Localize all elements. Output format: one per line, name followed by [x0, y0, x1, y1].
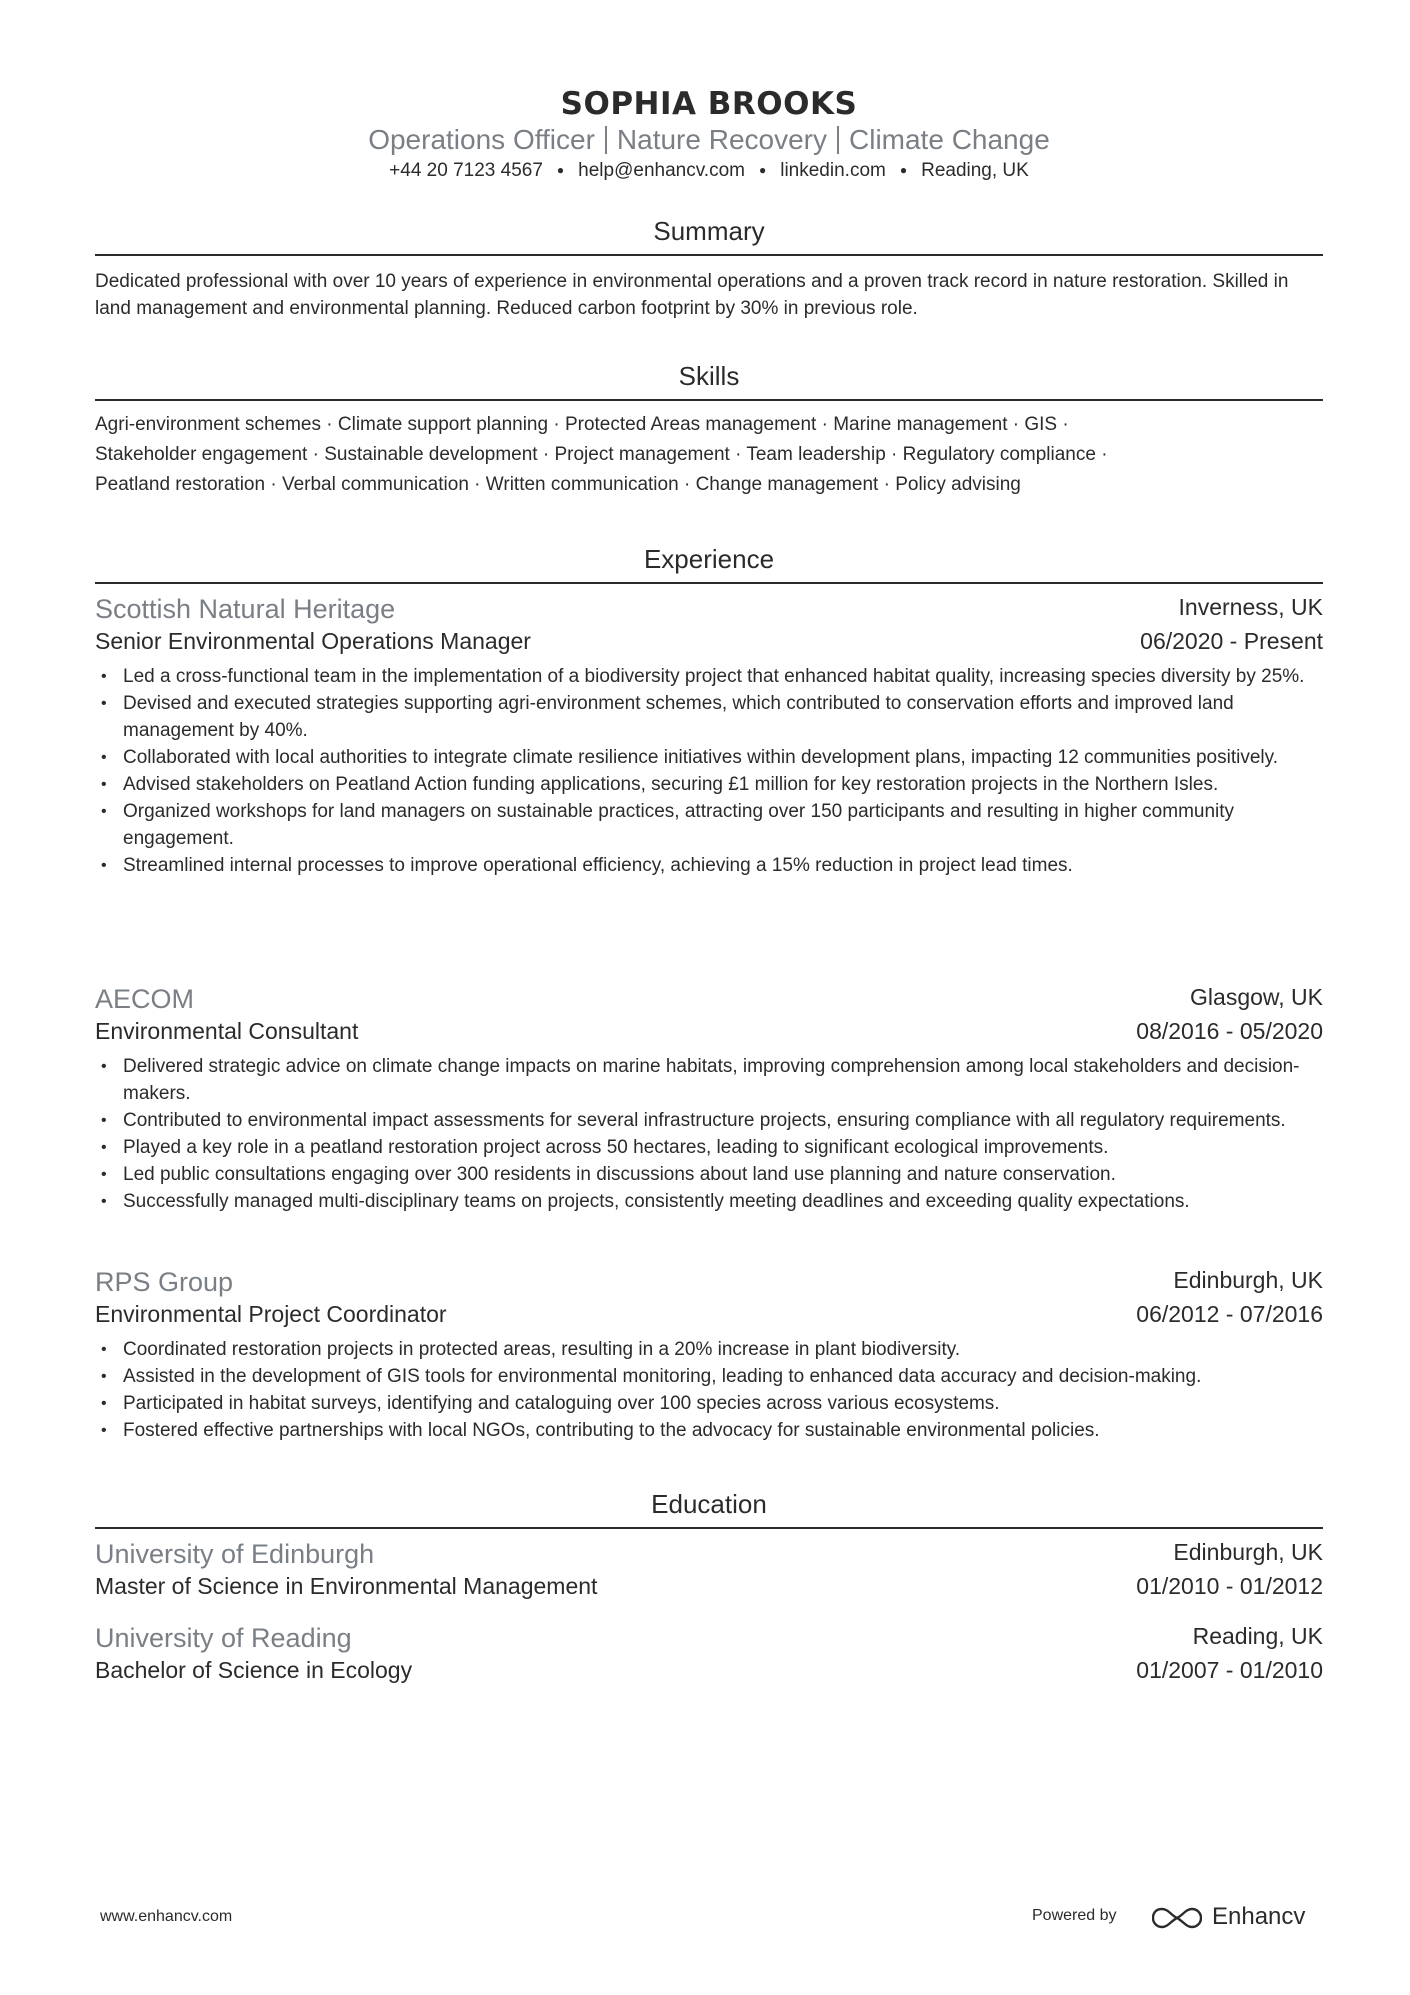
- achievement-item: • Led public consultations engaging over 300 residents in discussions about land use planning and nature conservation.: [123, 1161, 1323, 1188]
- phone: +44 20 7123 4567: [389, 160, 543, 181]
- skill-item: Regulatory compliance: [902, 444, 1096, 465]
- bullet-separator: ●: [556, 163, 565, 177]
- achievement-item: • Streamlined internal processes to improve operational efficiency, achieving a 15% reduction in project lead times.: [123, 852, 1323, 879]
- bullet-separator: ●: [899, 163, 908, 177]
- skill-item: GIS: [1024, 414, 1058, 435]
- job-title: Senior Environmental Operations Manager: [95, 628, 531, 654]
- skill-item: Policy advising: [895, 474, 1021, 495]
- school-location: Reading, UK: [1192, 1623, 1323, 1649]
- achievement-item: • Coordinated restoration projects in protected areas, resulting in a 20% increase in plant biodiversity.: [123, 1336, 1323, 1363]
- headline: [95, 124, 1323, 156]
- location: Reading, UK: [921, 160, 1029, 181]
- skills-heading: Skills: [678, 361, 740, 391]
- job-location: Glasgow, UK: [1190, 984, 1323, 1010]
- skill-item: Written communication: [485, 474, 679, 495]
- skill-item: Sustainable development: [324, 444, 538, 465]
- skill-item: Team leadership: [746, 444, 886, 465]
- achievement-item: • Advised stakeholders on Peatland Action funding applications, securing £1 million for key restoration projects in the Northern Isles.: [123, 771, 1323, 798]
- achievement-list: [95, 663, 1323, 879]
- achievement-item: • Devised and executed strategies supporting agri-environment schemes, which contributed to conservation efforts and improved land management by 40%.: [123, 690, 1323, 744]
- job-title: Environmental Project Coordinator: [95, 1301, 447, 1327]
- education-dates: 01/2007 - 01/2010: [1136, 1657, 1323, 1683]
- skills-line: Peatland restoration · Verbal communication · Written communication · Change management · Policy advising: [95, 474, 1021, 495]
- headline-divider: [837, 126, 839, 154]
- achievement-item: • Fostered effective partnerships with local NGOs, contributing to the advocacy for sustainable environmental policies.: [123, 1417, 1323, 1444]
- summary-text: Dedicated professional with over 10 years of experience in environmental operations and a proven track record in nature restoration. Skilled in land management and environmental planning. Reduced carbon footprint by 30% in previous role.: [95, 271, 1289, 319]
- achievement-list: [95, 1053, 1323, 1215]
- school-name: University of Reading: [95, 1623, 352, 1653]
- skills-line: Agri-environment schemes · Climate support planning · Protected Areas management · Marine management · GIS ·: [95, 414, 1069, 435]
- linkedin-link[interactable]: linkedin.com: [780, 160, 886, 181]
- job-title: Environmental Consultant: [95, 1018, 359, 1044]
- footer-website-link[interactable]: www.enhancv.com: [100, 1908, 233, 1925]
- section-divider: [95, 1527, 1323, 1529]
- school-location: Edinburgh, UK: [1173, 1539, 1323, 1565]
- powered-by-label: Powered by: [1032, 1907, 1117, 1924]
- achievement-item: • Assisted in the development of GIS tools for environmental monitoring, leading to enhanced data accuracy and decision-making.: [123, 1363, 1323, 1390]
- skill-item: Marine management: [833, 414, 1008, 435]
- degree: Master of Science in Environmental Management: [95, 1573, 598, 1599]
- skills-line: Stakeholder engagement · Sustainable development · Project management · Team leadership · Regulatory compliance ·: [95, 444, 1108, 465]
- section-divider: [95, 254, 1323, 256]
- skill-item: Climate support planning: [337, 414, 549, 435]
- contact-line: [95, 160, 1323, 182]
- bullet-separator: ●: [758, 163, 767, 177]
- company-name: Scottish Natural Heritage: [95, 594, 396, 624]
- candidate-name: SOPHIA BROOKS: [560, 86, 858, 122]
- email-link[interactable]: help@enhancv.com: [578, 160, 745, 181]
- skill-item: Verbal communication: [281, 474, 469, 495]
- enhancv-brand-name: Enhancv: [1212, 1903, 1306, 1930]
- headline-item: Nature Recovery: [616, 124, 827, 155]
- headline-item: Operations Officer: [368, 124, 595, 155]
- degree: Bachelor of Science in Ecology: [95, 1657, 413, 1683]
- achievement-item: • Organized workshops for land managers on sustainable practices, attracting over 150 participants and resulting in higher community engagement.: [123, 798, 1323, 852]
- school-name: University of Edinburgh: [95, 1539, 375, 1569]
- achievement-list: [95, 1336, 1323, 1444]
- job-location: Edinburgh, UK: [1173, 1267, 1323, 1293]
- skill-item: Change management: [695, 474, 879, 495]
- skill-item: Stakeholder engagement: [95, 444, 308, 465]
- company-name: RPS Group: [95, 1267, 234, 1297]
- skill-item: Agri-environment schemes: [95, 414, 321, 435]
- education-dates: 01/2010 - 01/2012: [1136, 1573, 1323, 1599]
- job-dates: 06/2012 - 07/2016: [1136, 1301, 1323, 1327]
- headline-item: Climate Change: [849, 124, 1050, 155]
- achievement-item: • Played a key role in a peatland restoration project across 50 hectares, leading to significant ecological improvements.: [123, 1134, 1323, 1161]
- section-divider: [95, 582, 1323, 584]
- achievement-item: • Participated in habitat surveys, identifying and cataloguing over 100 species across various ecosystems.: [123, 1390, 1323, 1417]
- experience-heading: Experience: [643, 544, 775, 574]
- company-name: AECOM: [95, 984, 195, 1014]
- job-dates: 08/2016 - 05/2020: [1136, 1018, 1323, 1044]
- education-heading: Education: [651, 1489, 767, 1519]
- achievement-item: • Successfully managed multi-disciplinary teams on projects, consistently meeting deadlines and exceeding quality expectations.: [123, 1188, 1323, 1215]
- achievement-item: • Led a cross-functional team in the implementation of a biodiversity project that enhanced habitat quality, increasing species diversity by 25%.: [123, 663, 1323, 690]
- skills-list: [95, 410, 1323, 500]
- summary-heading: Summary: [653, 216, 765, 246]
- achievement-item: • Delivered strategic advice on climate change impacts on marine habitats, improving comprehension among local stakeholders and decision-makers.: [123, 1053, 1323, 1107]
- headline-divider: [605, 126, 607, 154]
- job-location: Inverness, UK: [1178, 594, 1323, 620]
- achievement-item: • Contributed to environmental impact assessments for several infrastructure projects, ensuring compliance with all regulatory requirements.: [123, 1107, 1323, 1134]
- job-dates: 06/2020 - Present: [1140, 628, 1323, 654]
- enhancv-logo-icon: [1152, 1905, 1202, 1931]
- skill-item: Protected Areas management: [564, 414, 817, 435]
- achievement-item: • Collaborated with local authorities to integrate climate resilience initiatives within development plans, impacting 12 communities positively.: [123, 744, 1323, 771]
- section-divider: [95, 399, 1323, 401]
- skill-item: Peatland restoration: [95, 474, 266, 495]
- skill-item: Project management: [554, 444, 730, 465]
